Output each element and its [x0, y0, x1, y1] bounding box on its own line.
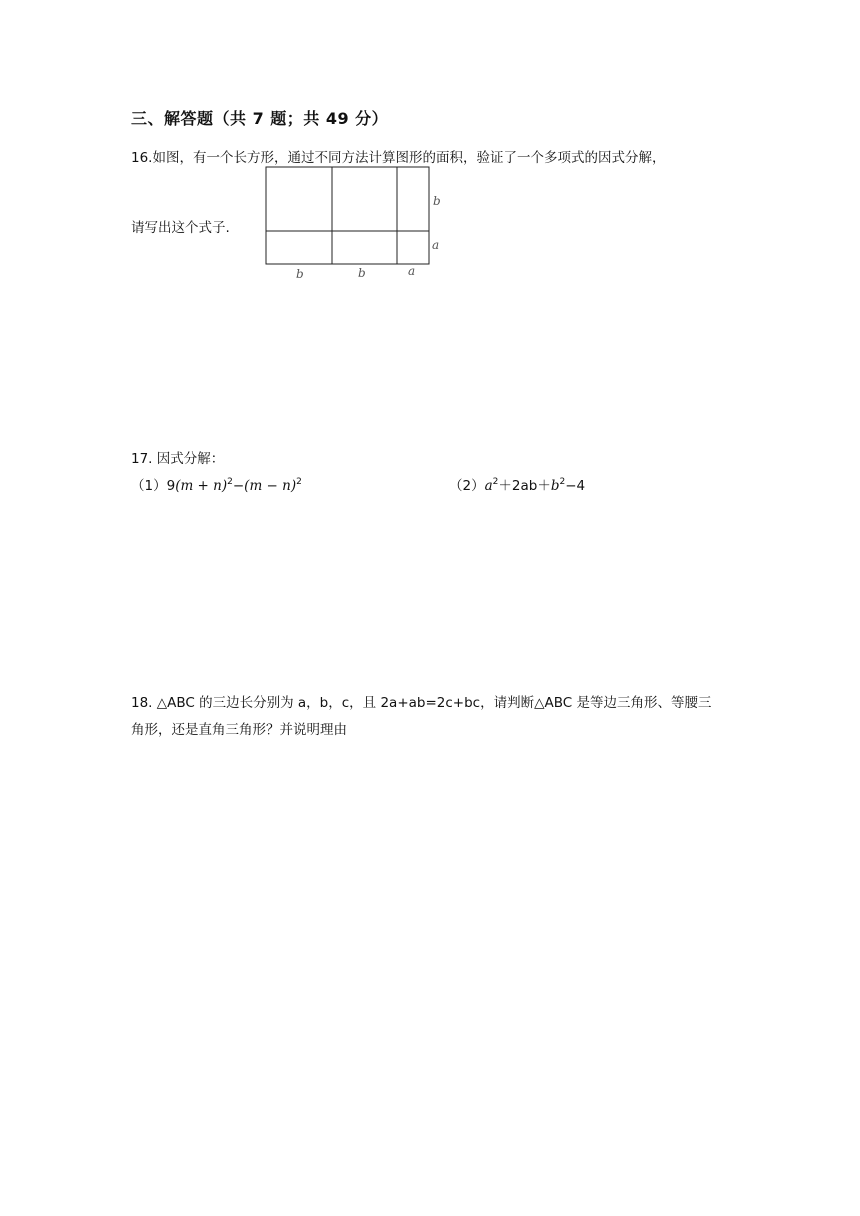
label-a-right: a	[432, 238, 440, 252]
label-b-right: b	[433, 194, 441, 208]
q16-text-line1: 16.如图，有一个长方形，通过不同方法计算图形的面积，验证了一个多项式的因式分解，	[131, 150, 666, 166]
q17-heading: 17. 因式分解：	[131, 451, 225, 467]
q17-part1-inner2: (m − n)	[244, 478, 297, 494]
outer-rectangle	[266, 167, 429, 264]
rectangle-figure	[258, 160, 458, 285]
label-a-bottom: a	[408, 264, 416, 278]
label-b-bottom-2: b	[358, 266, 366, 280]
q17-part2-var-b: b	[550, 478, 560, 494]
q18-text-line2: 角形，还是直角三角形？并说明理由	[131, 722, 347, 738]
q17-part1-prefix: （1）	[131, 478, 167, 494]
label-b-bottom-1: b	[296, 267, 304, 281]
q17-part1-exp1: 2	[227, 477, 233, 487]
q17-part2-prefix: （2）	[449, 478, 485, 494]
q18-text-line1: 18. △ABC 的三边长分别为 a，b，c，且 2a+ab=2c+bc，请判断△ABC 是等边三角形、等腰三	[131, 695, 712, 711]
q17-part1-coef: 9	[166, 478, 176, 494]
q17-part2-mid: ＋2ab＋	[498, 478, 551, 494]
q16-text-line2: 请写出这个式子.	[131, 220, 230, 236]
q17-part2-exp-a: 2	[492, 477, 499, 487]
q17-part2-exp-b: 2	[559, 477, 566, 487]
q17-part1-minus: −	[232, 478, 245, 494]
q17-part2	[449, 474, 585, 494]
section-heading: 三、解答题（共 7 题；共 49 分）	[131, 109, 389, 128]
q17-part1	[131, 474, 302, 494]
q17-part1-inner1: (m + n)	[175, 478, 228, 494]
q17-part2-tail: −4	[565, 478, 586, 494]
q17-part1-exp2: 2	[296, 477, 302, 487]
q17-part2-var-a: a	[484, 478, 493, 494]
